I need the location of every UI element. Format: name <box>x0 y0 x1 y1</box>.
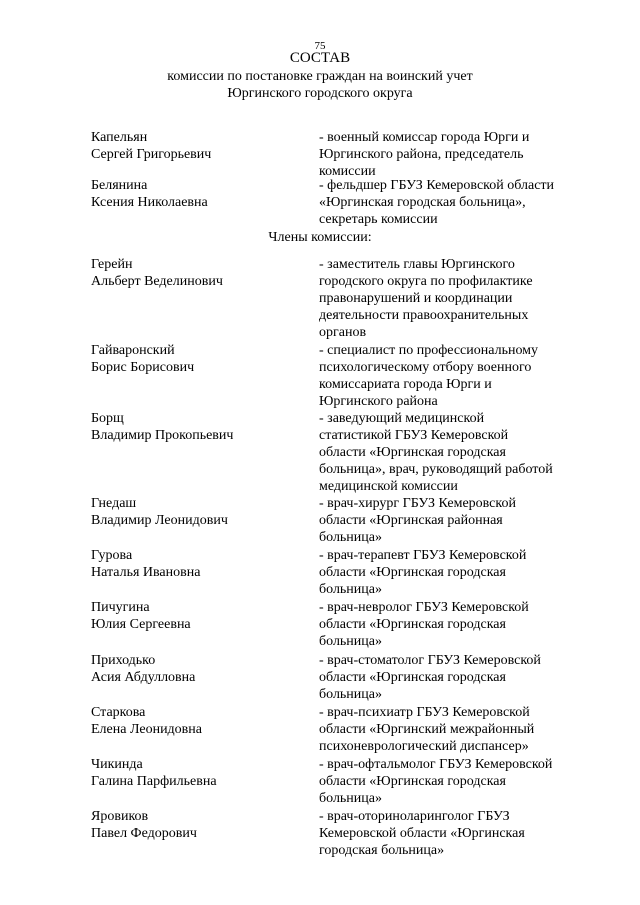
member-surname: Белянина <box>91 178 148 193</box>
member-given-names: Галина Парфильевна <box>91 774 217 789</box>
member-given-names: Владимир Прокопьевич <box>91 428 234 443</box>
role-line: психологическому отбору военного <box>319 360 532 375</box>
member-given-names: Асия Абдулловна <box>91 670 196 685</box>
role-line: области «Юргинская городская <box>319 774 506 789</box>
role-line: - заведующий медицинской <box>319 411 485 426</box>
document-title: СОСТАВ <box>289 50 351 66</box>
member-name <box>91 256 306 290</box>
members-heading: Члены комиссии: <box>268 230 372 245</box>
role-line: - фельдшер ГБУЗ Кемеровской области <box>319 178 555 193</box>
member-surname: Гайваронский <box>91 343 175 358</box>
role-line: органов <box>319 325 367 340</box>
member-name <box>91 547 306 581</box>
role-line: Кемеровской области «Юргинская <box>319 826 525 841</box>
member-surname: Гнедаш <box>91 496 137 511</box>
member-role <box>319 177 589 228</box>
role-line: Юргинского района <box>319 394 438 409</box>
member-name <box>91 495 306 529</box>
member-name <box>91 704 306 738</box>
member-given-names: Владимир Леонидович <box>91 513 228 528</box>
role-line: статистикой ГБУЗ Кемеровской <box>319 428 509 443</box>
role-line: медицинской комиссии <box>319 479 458 494</box>
member-name <box>91 129 306 163</box>
role-line: городская больница» <box>319 843 445 858</box>
member-name <box>91 410 306 444</box>
member-given-names: Юлия Сергеевна <box>91 617 191 632</box>
member-given-names: Павел Федорович <box>91 826 197 841</box>
member-name <box>91 177 306 211</box>
member-name <box>91 342 306 376</box>
role-line: больница» <box>319 530 382 545</box>
member-role <box>319 547 589 598</box>
role-line: области «Юргинская городская <box>319 617 506 632</box>
role-line: - врач-терапевт ГБУЗ Кемеровской <box>319 548 527 563</box>
role-line: области «Юргинская городская <box>319 445 506 460</box>
role-line: комиссариата города Юрги и <box>319 377 492 392</box>
member-surname: Пичугина <box>91 600 150 615</box>
member-role <box>319 495 589 546</box>
role-line: - врач-психиатр ГБУЗ Кемеровской <box>319 705 530 720</box>
role-line: - врач-хирург ГБУЗ Кемеровской <box>319 496 516 511</box>
member-given-names: Альберт Веделинович <box>91 274 223 289</box>
member-surname: Капельян <box>91 130 148 145</box>
role-line: - врач-офтальмолог ГБУЗ Кемеровской <box>319 757 553 772</box>
member-role <box>319 756 589 807</box>
role-line: больница», врач, руководящий работой <box>319 462 553 477</box>
member-given-names: Ксения Николаевна <box>91 195 208 210</box>
member-name <box>91 808 306 842</box>
member-role <box>319 342 589 410</box>
role-line: психоневрологический диспансер» <box>319 739 529 754</box>
role-line: больница» <box>319 791 382 806</box>
member-role <box>319 808 589 859</box>
member-name <box>91 652 306 686</box>
role-line: - врач-стоматолог ГБУЗ Кемеровской <box>319 653 541 668</box>
role-line: - заместитель главы Юргинского <box>319 257 515 272</box>
role-line: области «Юргинский межрайонный <box>319 722 535 737</box>
role-line: области «Юргинская районная <box>319 513 503 528</box>
member-surname: Чикинда <box>91 757 143 772</box>
role-line: области «Юргинская городская <box>319 670 506 685</box>
member-given-names: Борис Борисович <box>91 360 195 375</box>
role-line: больница» <box>319 687 382 702</box>
role-line: области «Юргинская городская <box>319 565 506 580</box>
page-number: 75 <box>314 40 326 52</box>
role-line: секретарь комиссии <box>319 212 438 227</box>
role-line: деятельности правоохранительных <box>319 308 529 323</box>
member-role <box>319 652 589 703</box>
member-role <box>319 129 589 180</box>
role-line: - врач-оториноларинголог ГБУЗ <box>319 809 510 824</box>
role-line: - врач-невролог ГБУЗ Кемеровской <box>319 600 529 615</box>
member-surname: Герейн <box>91 257 133 272</box>
role-line: правонарушений и координации <box>319 291 513 306</box>
role-line: - специалист по профессиональному <box>319 343 539 358</box>
document-subtitle-line-2: Юргинского городского округа <box>227 86 413 101</box>
role-line: городского округа по профилактике <box>319 274 533 289</box>
role-line: комиссии <box>319 164 376 179</box>
role-line: Юргинского района, председатель <box>319 147 524 162</box>
role-line: «Юргинская городская больница», <box>319 195 526 210</box>
member-surname: Борщ <box>91 411 124 426</box>
member-surname: Приходько <box>91 653 156 668</box>
role-line: больница» <box>319 582 382 597</box>
member-role <box>319 704 589 755</box>
member-surname: Гурова <box>91 548 133 563</box>
member-role <box>319 410 589 495</box>
member-name <box>91 756 306 790</box>
member-given-names: Елена Леонидовна <box>91 722 202 737</box>
member-role <box>319 599 589 650</box>
role-line: больница» <box>319 634 382 649</box>
member-surname: Старкова <box>91 705 146 720</box>
member-surname: Яровиков <box>91 809 149 824</box>
member-given-names: Наталья Ивановна <box>91 565 201 580</box>
document-subtitle-line-1: комиссии по постановке граждан на воинский учет <box>167 69 473 84</box>
role-line: - военный комиссар города Юрги и <box>319 130 530 145</box>
member-name <box>91 599 306 633</box>
member-role <box>319 256 589 341</box>
member-given-names: Сергей Григорьевич <box>91 147 212 162</box>
